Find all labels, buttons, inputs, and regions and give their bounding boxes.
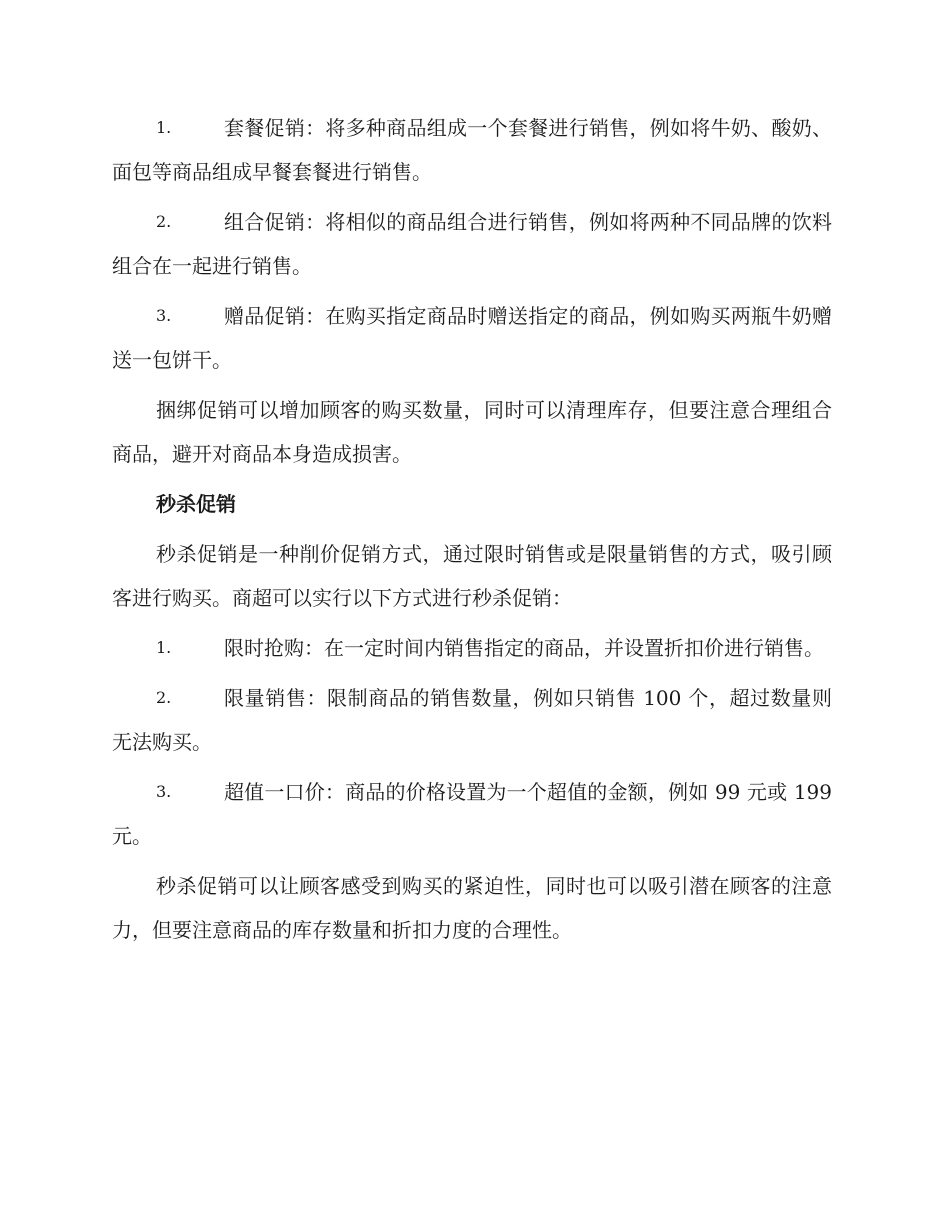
- list-number: 3.: [156, 306, 172, 325]
- list-item: [112, 294, 832, 382]
- flash-sale-intro-paragraph: 秒杀促销是一种削价促销方式，通过限时销售或是限量销售的方式，吸引顾客进行购买。商超可以实行以下方式进行秒杀促销：: [112, 542, 832, 610]
- section-heading: 秒杀促销: [156, 492, 236, 516]
- list-item: [112, 770, 832, 858]
- list-item-text: 限量销售：限制商品的销售数量，例如只销售 100 个，超过数量则无法购买。: [112, 686, 832, 754]
- bundle-summary-paragraph: 捆绑促销可以增加顾客的购买数量，同时可以清理库存，但要注意合理组合商品，避开对商品本身造成损害。: [112, 398, 832, 466]
- list-number: 2.: [156, 688, 172, 707]
- list-item: [112, 626, 832, 670]
- list-item-text: 限时抢购：在一定时间内销售指定的商品，并设置折扣价进行销售。: [224, 636, 824, 660]
- list-number: 2.: [156, 212, 172, 231]
- document-content: [112, 106, 832, 958]
- list-item-text: 套餐促销：将多种商品组成一个套餐进行销售，例如将牛奶、酸奶、面包等商品组成早餐套餐进行销售。: [112, 116, 832, 184]
- list-item: [112, 676, 832, 764]
- list-number: 1.: [156, 118, 172, 137]
- list-number: 1.: [156, 638, 172, 657]
- list-item-text: 组合促销：将相似的商品组合进行销售，例如将两种不同品牌的饮料组合在一起进行销售。: [112, 210, 832, 278]
- list-item-text: 赠品促销：在购买指定商品时赠送指定的商品，例如购买两瓶牛奶赠送一包饼干。: [112, 304, 832, 372]
- list-item: [112, 200, 832, 288]
- list-item: [112, 106, 832, 194]
- flash-sale-summary-paragraph: 秒杀促销可以让顾客感受到购买的紧迫性，同时也可以吸引潜在顾客的注意力，但要注意商品的库存数量和折扣力度的合理性。: [112, 874, 832, 942]
- list-item-text: 超值一口价：商品的价格设置为一个超值的金额，例如 99 元或 199 元。: [112, 780, 832, 848]
- list-number: 3.: [156, 782, 172, 801]
